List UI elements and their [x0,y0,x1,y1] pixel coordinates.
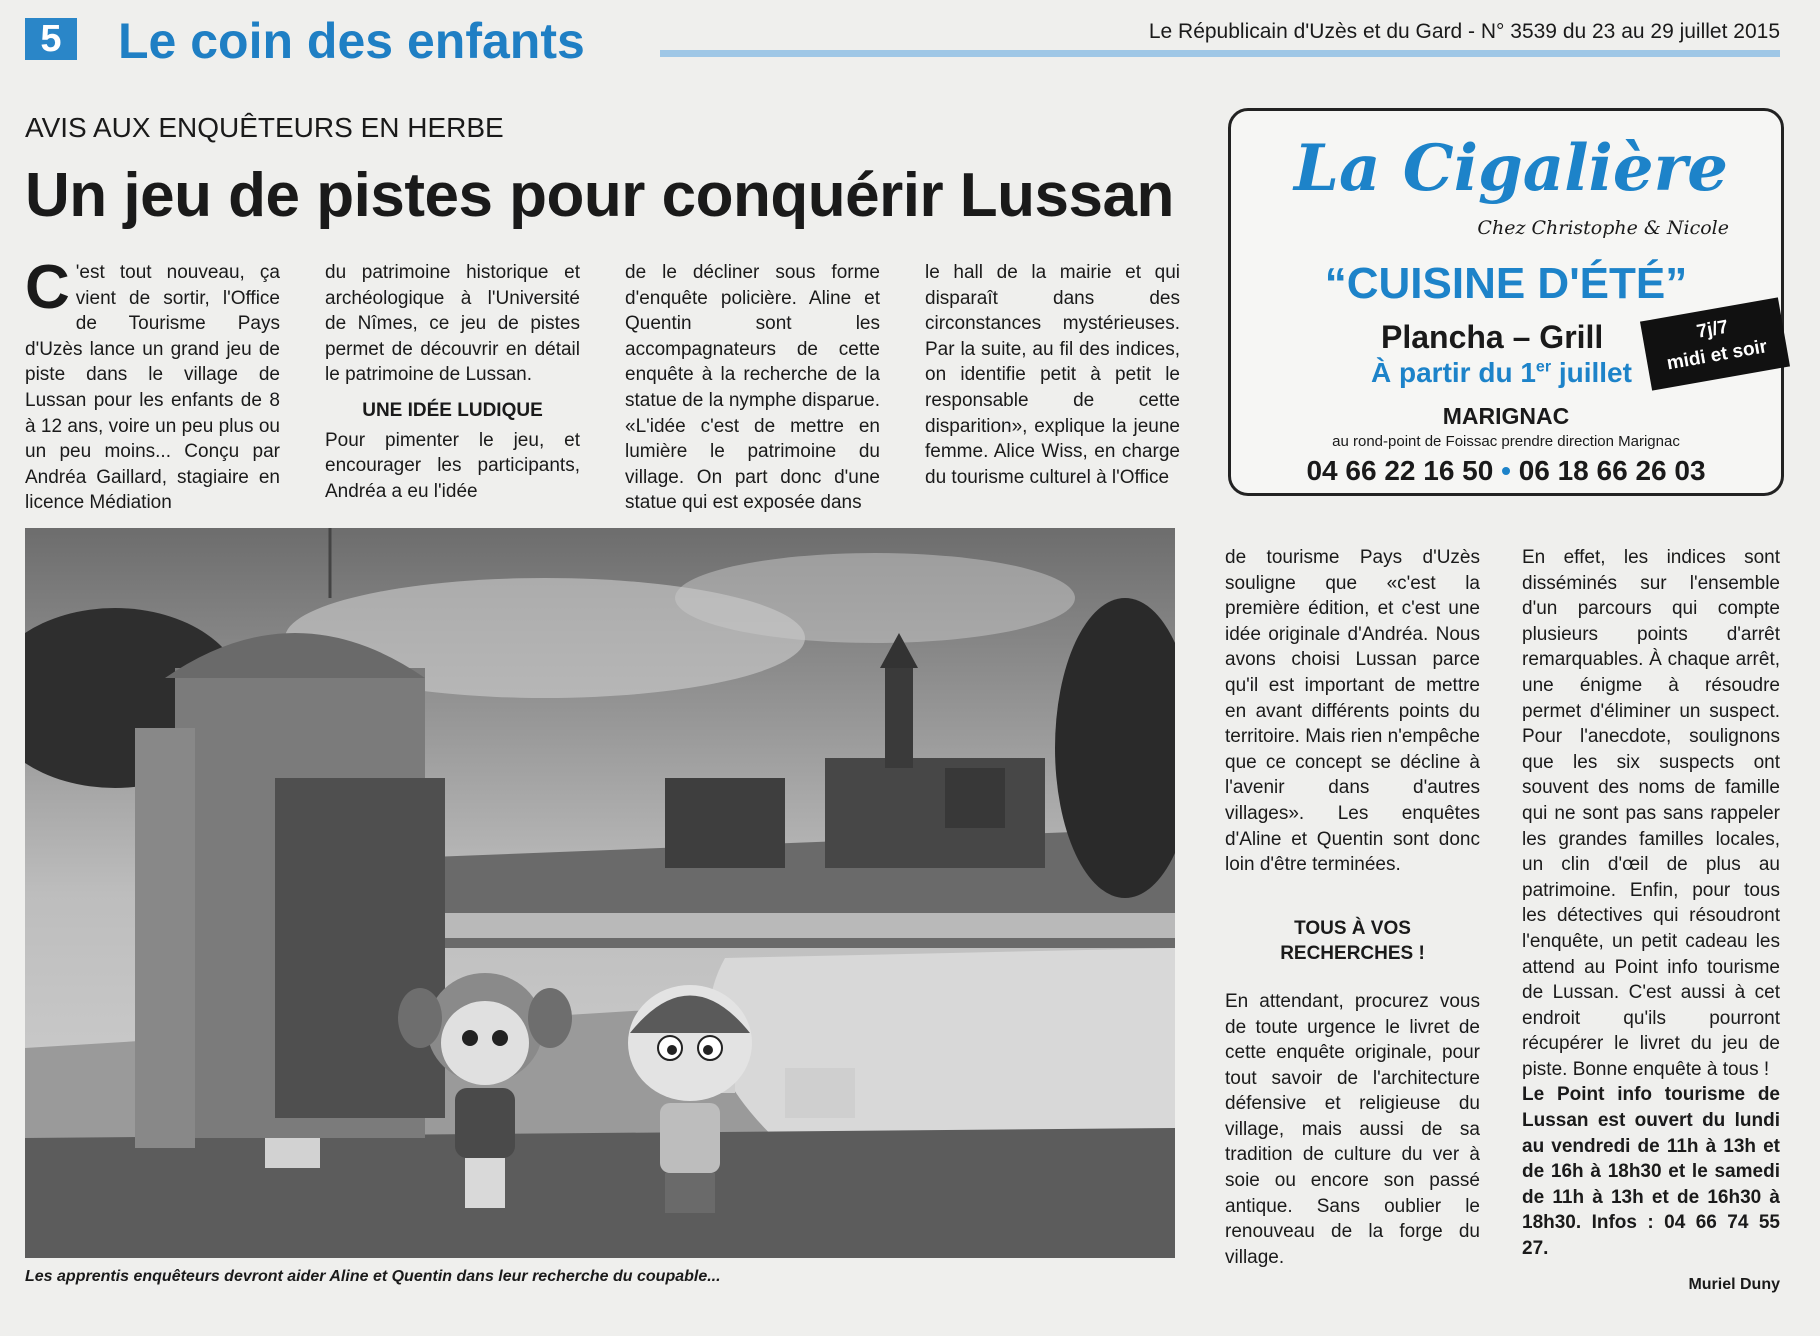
ad-date-sup: er [1535,358,1552,376]
masthead: Le Républicain d'Uzès et du Gard - N° 3539 du 23 au 29 juillet 2015 [1148,20,1780,43]
ad-place: MARIGNAC [1442,403,1570,429]
column-1-text: 'est tout nouveau, ça vient de sortir, l'Office de Tourisme Pays d'Uzès lance un grand jeu de piste dans le village de Lussan pour les enfants de 8 à 12 ans, voire un peu plus ou un peu moins... Conçu par Andréa Gaillard, stagiaire en licence Médiation [25,262,280,514]
masthead-rule [660,50,1780,57]
column-3-text: de le décliner sous forme d'enquête policière. Aline et Quentin sont les accompagnateurs de cette enquête à la recherche de la statue de la nymphe disparue. «L'idée c'est de mettre en lumière le patrimoine du village. On part donc d'une statue qui est exposée dans [625,262,880,514]
column-3 [625,260,880,516]
lussan-scene-illustration [25,528,1175,1258]
kicker: AVIS AUX ENQUÊTEURS EN HERBE [25,112,504,143]
ad-restaurant-name: La Cigalière [1294,131,1728,206]
author: Muriel Duny [1688,1276,1780,1293]
column-4-text: le hall de la mairie et qui disparaît dans des circonstances mystérieuses. Par la suite, au fil des indices, on identifie petit à petit le responsable de cette disparition», explique la jeune femme. Alice Wiss, en charge du tourisme culturel à l'Office [925,262,1180,488]
ad-tag-line2: midi et soir [1665,336,1769,375]
ad-date [1371,357,1632,389]
ad-date-suffix: juillet [1551,357,1632,388]
section-title: Le coin des enfants [118,13,585,69]
headline: Un jeu de pistes pour conquérir Lussan [25,161,1174,230]
ad-phones [1231,455,1781,487]
photo-caption: Les apprentis enquêteurs devront aider Aline et Quentin dans leur recherche du coupable... [25,1268,721,1285]
ad-phone-2: 06 18 66 26 03 [1518,455,1706,486]
subhead-recherches: TOUS À VOS RECHERCHES ! [1280,917,1425,965]
column-5-text-2: En attendant, procurez vous de toute urgence le livret de cette enquête originale, pour tout savoir de l'architecture défensive et religieuse du village, mais aussi de sa tradition de culture du ver à soie ou encore son passé antique. Sans oublier le renouveau de la forge du village. [1225,990,1480,1268]
subhead-ludique: UNE IDÉE LUDIQUE [362,399,543,421]
column-5-text: de tourisme Pays d'Uzès souligne que «c'est la première édition, et c'est une idée originale d'Andréa. Nous avons choisi Lussan parce qu'il est important de mettre en avant différents points du territoire. Mais rien n'empêche que ce concept se décline à l'avenir dans d'autres villages». Les enquêtes d'Aline et Quentin sont donc loin d'être terminées. [1225,547,1480,876]
column-2-text: du patrimoine historique et archéologique à l'Université de Nîmes, ce jeu de pistes permet de découvrir en détail le patrimoine de Lussan. [325,262,580,386]
ad-tag-line1: 7j/7 [1695,316,1730,343]
column-2 [325,260,580,504]
column-6 [1522,545,1780,1262]
column-5 [1225,545,1480,1270]
page-number: 5 [25,18,77,60]
column-2-text-2: Pour pimenter le jeu, et encourager les participants, Andréa a eu l'idée [325,429,580,502]
restaurant-ad [1228,108,1784,496]
column-4 [925,260,1180,490]
article-photo [25,528,1175,1258]
ad-owners: Chez Christophe & Nicole [1477,217,1729,239]
ad-phone-1: 04 66 22 16 50 [1306,455,1494,486]
column-1 [25,253,280,516]
ad-direction: au rond-point de Foissac prendre direction Marignac [1332,433,1680,450]
ad-cuisine: “CUISINE D'ÉTÉ” [1324,259,1688,308]
ad-hours-badge [1640,297,1790,390]
bullet-icon: • [1501,455,1511,486]
column-6-text: En effet, les indices sont disséminés sur l'ensemble d'un parcours qui compte plusieurs points d'arrêt remarquables. À chaque arrêt, une énigme à résoudre permet d'éliminer un suspect. Pour l'anecdote, soulignons que les six suspects ont souvent des noms de famille qui ne sont pas sans rappeler les grandes familles locales, un clin d'œil de plus au patrimoine. Enfin, pour tous les détectives qui résoudront l'enquête, un petit cadeau les attend au Point info tourisme de Lussan. C'est aussi à cet endroit qu'ils pourront récupérer le livret du jeu de piste. Bonne enquête à tous ! [1522,547,1780,1080]
ad-date-prefix: À partir du 1 [1371,357,1536,388]
dropcap: C [25,253,70,322]
ad-plancha: Plancha – Grill [1381,319,1604,355]
column-6-info: Le Point info tourisme de Lussan est ouvert du lundi au vendredi de 11h à 13h et de 16h à 18h30 et le samedi de 11h à 13h et de 16h30 à 18h30. Infos : 04 66 74 55 27. [1522,1084,1780,1260]
